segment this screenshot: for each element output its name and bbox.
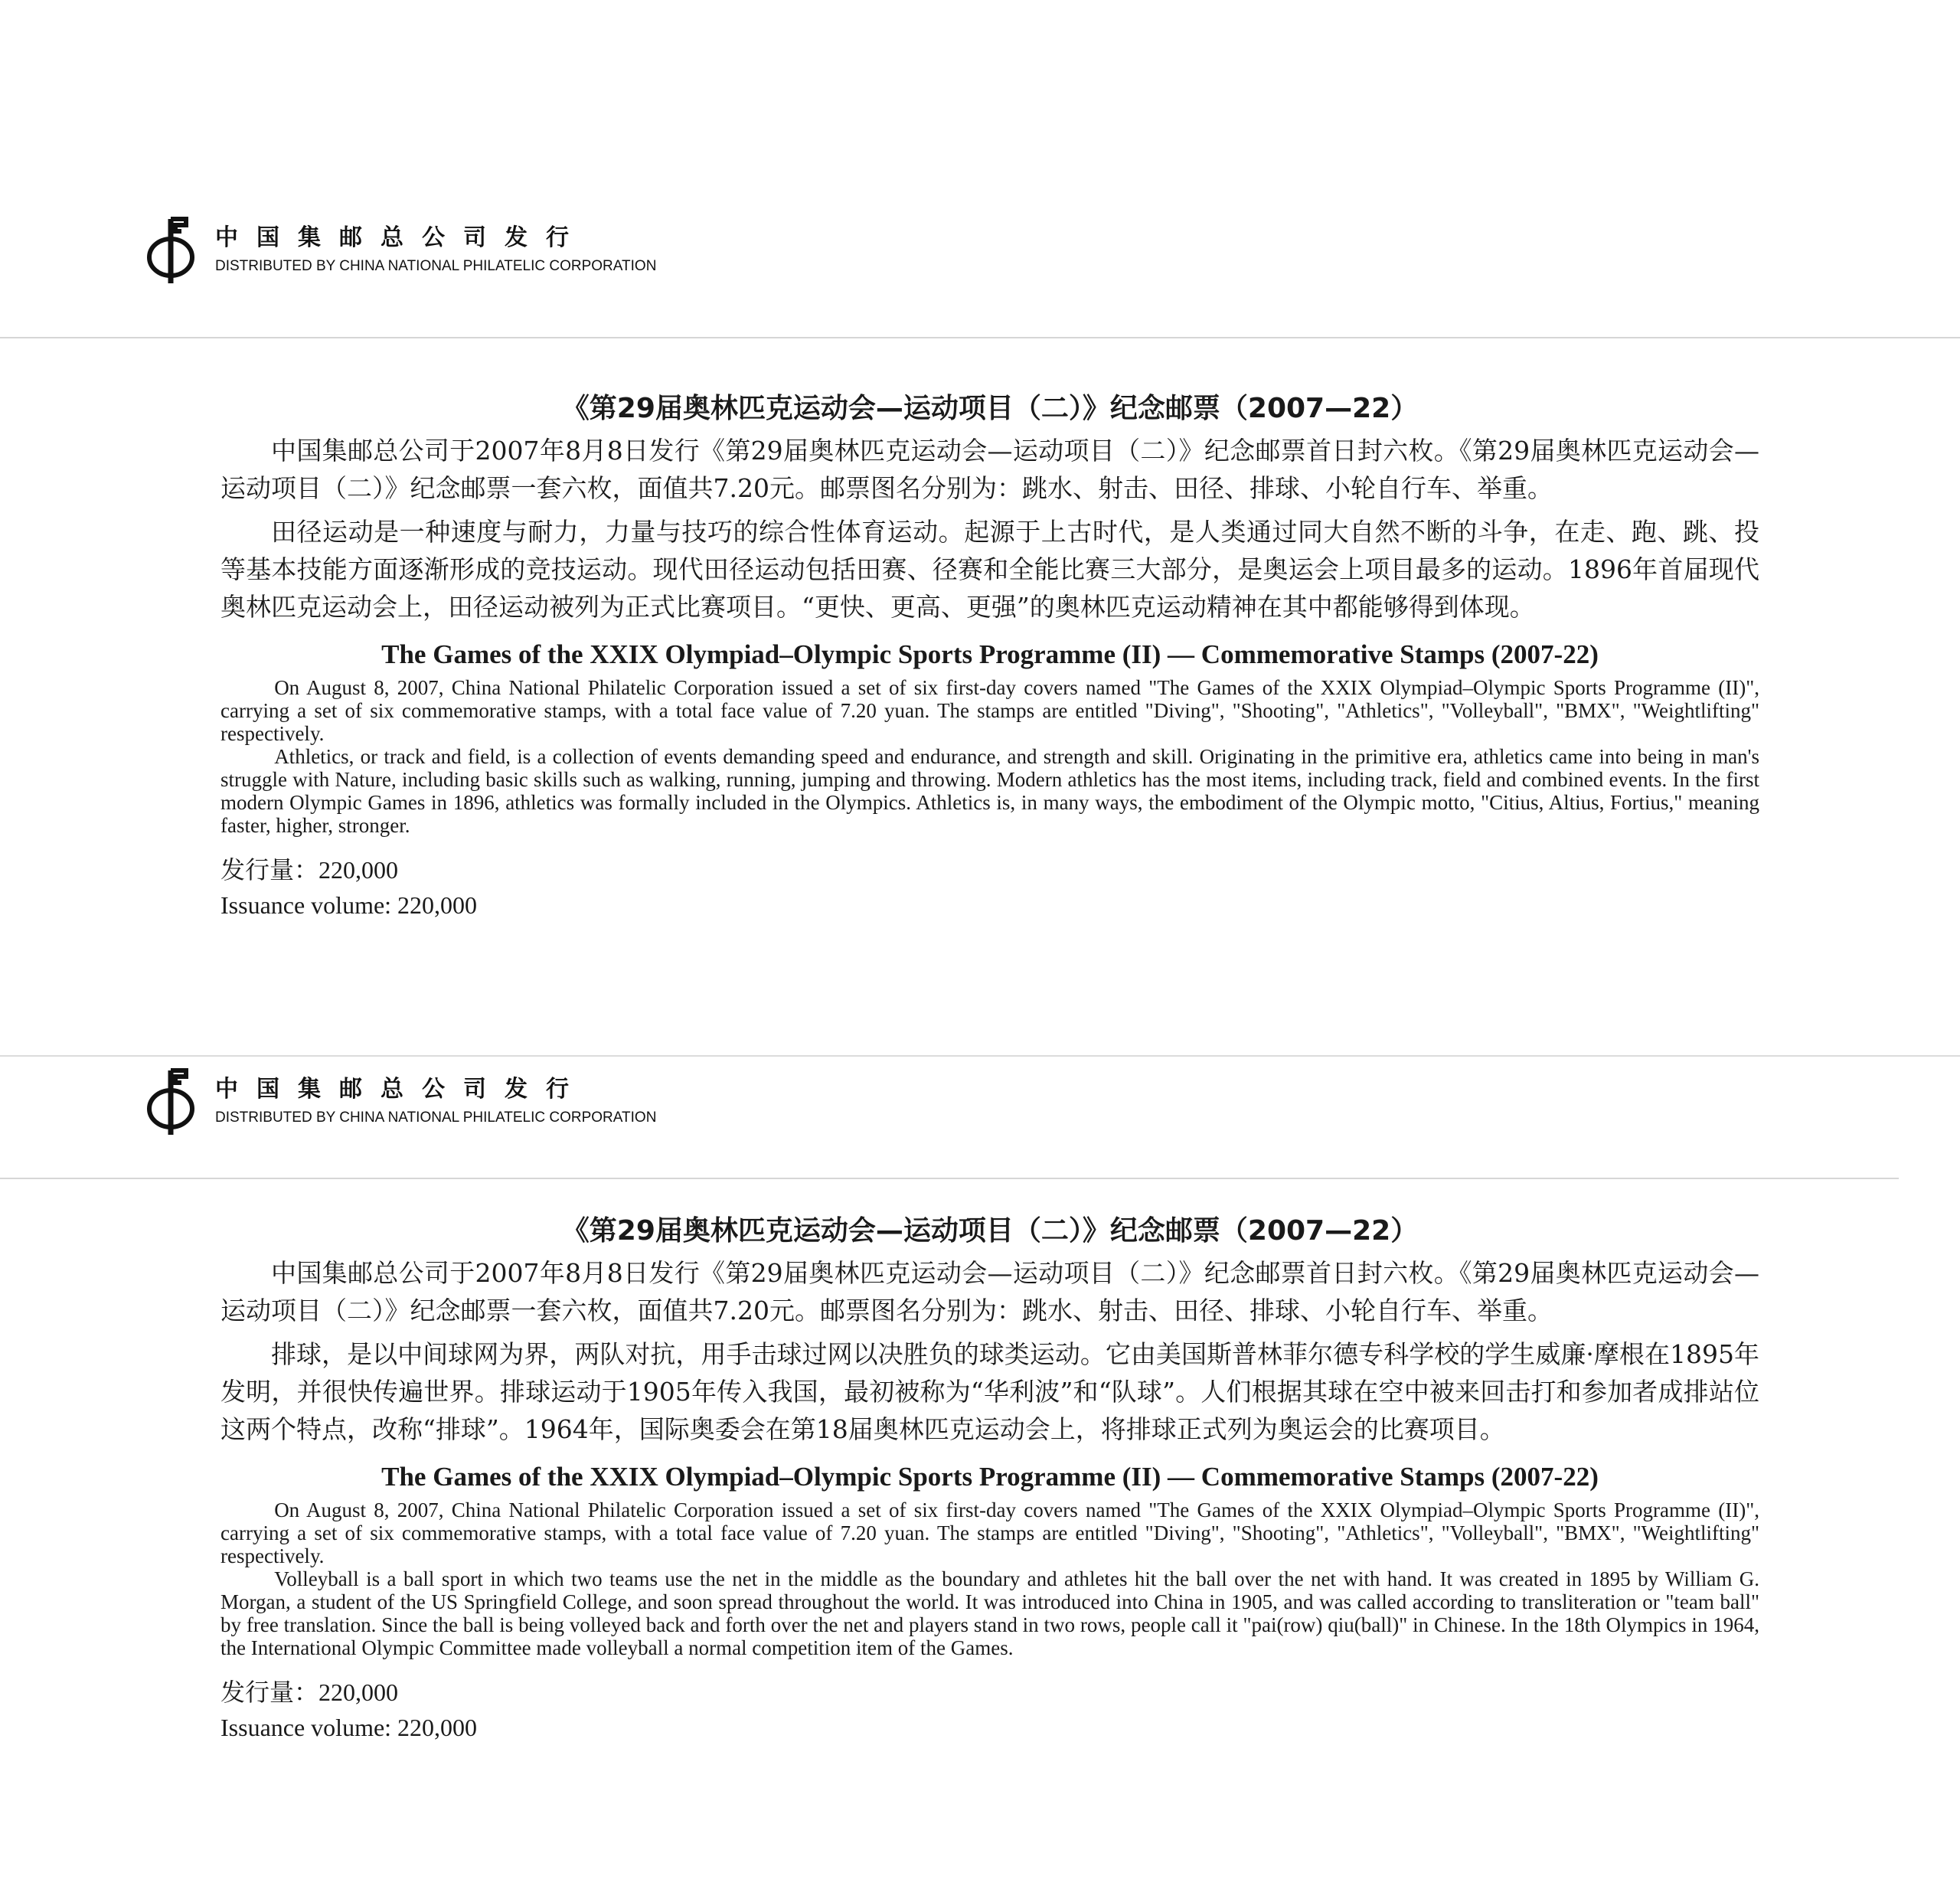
cover-text-block	[220, 1211, 1759, 1745]
corporation-name-cn: 中国集邮总公司发行	[215, 224, 587, 251]
english-title: The Games of the XXIX Olympiad–Olympic Sports Programme (II) — Commemorative Stamps (2007-22)	[381, 639, 1599, 669]
english-title: The Games of the XXIX Olympiad–Olympic Sports Programme (II) — Commemorative Stamps (2007-22)	[381, 1462, 1599, 1492]
chinese-description-paragraph: 田径运动是一种速度与耐力，力量与技巧的综合性体育运动。起源于上古时代，是人类通过同大自然不断的斗争，在走、跑、跳、投等基本技能方面逐渐形成的竞技运动。现代田径运动包括田赛、径赛和全能比赛三大部分，是奥运会上项目最多的运动。1896年首届现代奥林匹克运动会上，田径运动被列为正式比赛项目。“更快、更高、更强”的奥林匹克运动精神在其中都能够得到体现。	[220, 517, 1759, 622]
issuance-volume-en: Issuance volume: 220,000	[220, 1714, 478, 1741]
chinese-description-paragraph: 排球，是以中间球网为界，两队对抗，用手击球过网以决胜负的球类运动。它由美国斯普林菲尔德专科学校的学生威廉·摩根在1895年发明，并很快传遍世界。排球运动于1905年传入我国，最初被称为“华利波”和“队球”。人们根据其球在空中被来回击打和参加者成排站位这两个特点，改称“排球”。1964年，国际奥委会在第18届奥林匹克运动会上，将排球正式列为奥运会的比赛项目。	[220, 1339, 1759, 1444]
issuance-volume-en: Issuance volume: 220,000	[220, 891, 478, 919]
chinese-title: 《第29届奥林匹克运动会—运动项目（二）》纪念邮票（2007—22）	[561, 1215, 1419, 1247]
chinese-intro-paragraph: 中国集邮总公司于2007年8月8日发行《第29届奥林匹克运动会—运动项目（二）》纪念邮票首日封六枚。《第29届奥林匹克运动会—运动项目（二）》纪念邮票一套六枚，面值共7.20元。邮票图名分别为：跳水、射击、田径、排球、小轮自行车、举重。	[220, 436, 1759, 503]
english-intro-paragraph: On August 8, 2007, China National Philatelic Corporation issued a set of six first-day covers named "The Games of the XXIX Olympiad–Olympic Sports Programme (II)", carrying a set of six commemorative stamps, with a total face value of 7.20 yuan. The stamps are entitled "Diving", "Shooting", "Athletics", "Volleyball", "BMX", "Weightlifting" respectively.	[220, 1498, 1759, 1567]
philatelic-logo-icon	[142, 216, 195, 285]
corporation-name-en: DISTRIBUTED BY CHINA NATIONAL PHILATELIC CORPORATION	[215, 258, 657, 274]
cover-text-block	[220, 389, 1759, 923]
envelope-flap-line	[0, 1178, 1899, 1179]
cover-volleyball	[0, 1055, 1960, 1889]
corporation-name-cn: 中国集邮总公司发行	[215, 1076, 587, 1103]
philatelic-logo-icon	[142, 1067, 195, 1136]
chinese-intro-paragraph: 中国集邮总公司于2007年8月8日发行《第29届奥林匹克运动会—运动项目（二）》纪念邮票首日封六枚。《第29届奥林匹克运动会—运动项目（二）》纪念邮票一套六枚，面值共7.20元。邮票图名分别为：跳水、射击、田径、排球、小轮自行车、举重。	[220, 1258, 1759, 1325]
issuance-volume-cn: 发行量：220,000	[220, 856, 399, 884]
issuance-volume-cn: 发行量：220,000	[220, 1678, 399, 1706]
corporation-header	[142, 1067, 656, 1136]
corporation-header	[142, 216, 656, 285]
envelope-flap-line	[0, 337, 1960, 338]
english-description-paragraph: Athletics, or track and field, is a collection of events demanding speed and endurance, and strength and skill. Originating in the primitive era, athletics came into being in man's struggle with Nature, including basic skills such as walking, running, jumping and throwing. Modern athletics has the most items, including track, field and combined events. In the first modern Olympic Games in 1896, athletics was formally included in the Olympics. Athletics is, in many ways, the embodiment of the Olympic motto, "Citius, Altius, Fortius," meaning faster, higher, stronger.	[220, 745, 1759, 837]
corporation-name-en: DISTRIBUTED BY CHINA NATIONAL PHILATELIC CORPORATION	[215, 1110, 657, 1126]
english-description-paragraph: Volleyball is a ball sport in which two teams use the net in the middle as the boundary and athletes hit the ball over the net with hand. It was created in 1895 by William G. Morgan, a student of the US Springfield College, and soon spread throughout the world. It was introduced into China in 1905, and was called according to transliteration or "team ball" by free translation. Since the ball is being volleyed back and forth over the net and players stand in two rows, people call it "pai(row) qiu(ball)" in Chinese. In the 18th Olympics in 1964, the International Olympic Committee made volleyball a normal competition item of the Games.	[220, 1567, 1759, 1659]
english-intro-paragraph: On August 8, 2007, China National Philatelic Corporation issued a set of six first-day covers named "The Games of the XXIX Olympiad–Olympic Sports Programme (II)", carrying a set of six commemorative stamps, with a total face value of 7.20 yuan. The stamps are entitled "Diving", "Shooting", "Athletics", "Volleyball", "BMX", "Weightlifting" respectively.	[220, 676, 1759, 745]
chinese-title: 《第29届奥林匹克运动会—运动项目（二）》纪念邮票（2007—22）	[561, 393, 1419, 424]
